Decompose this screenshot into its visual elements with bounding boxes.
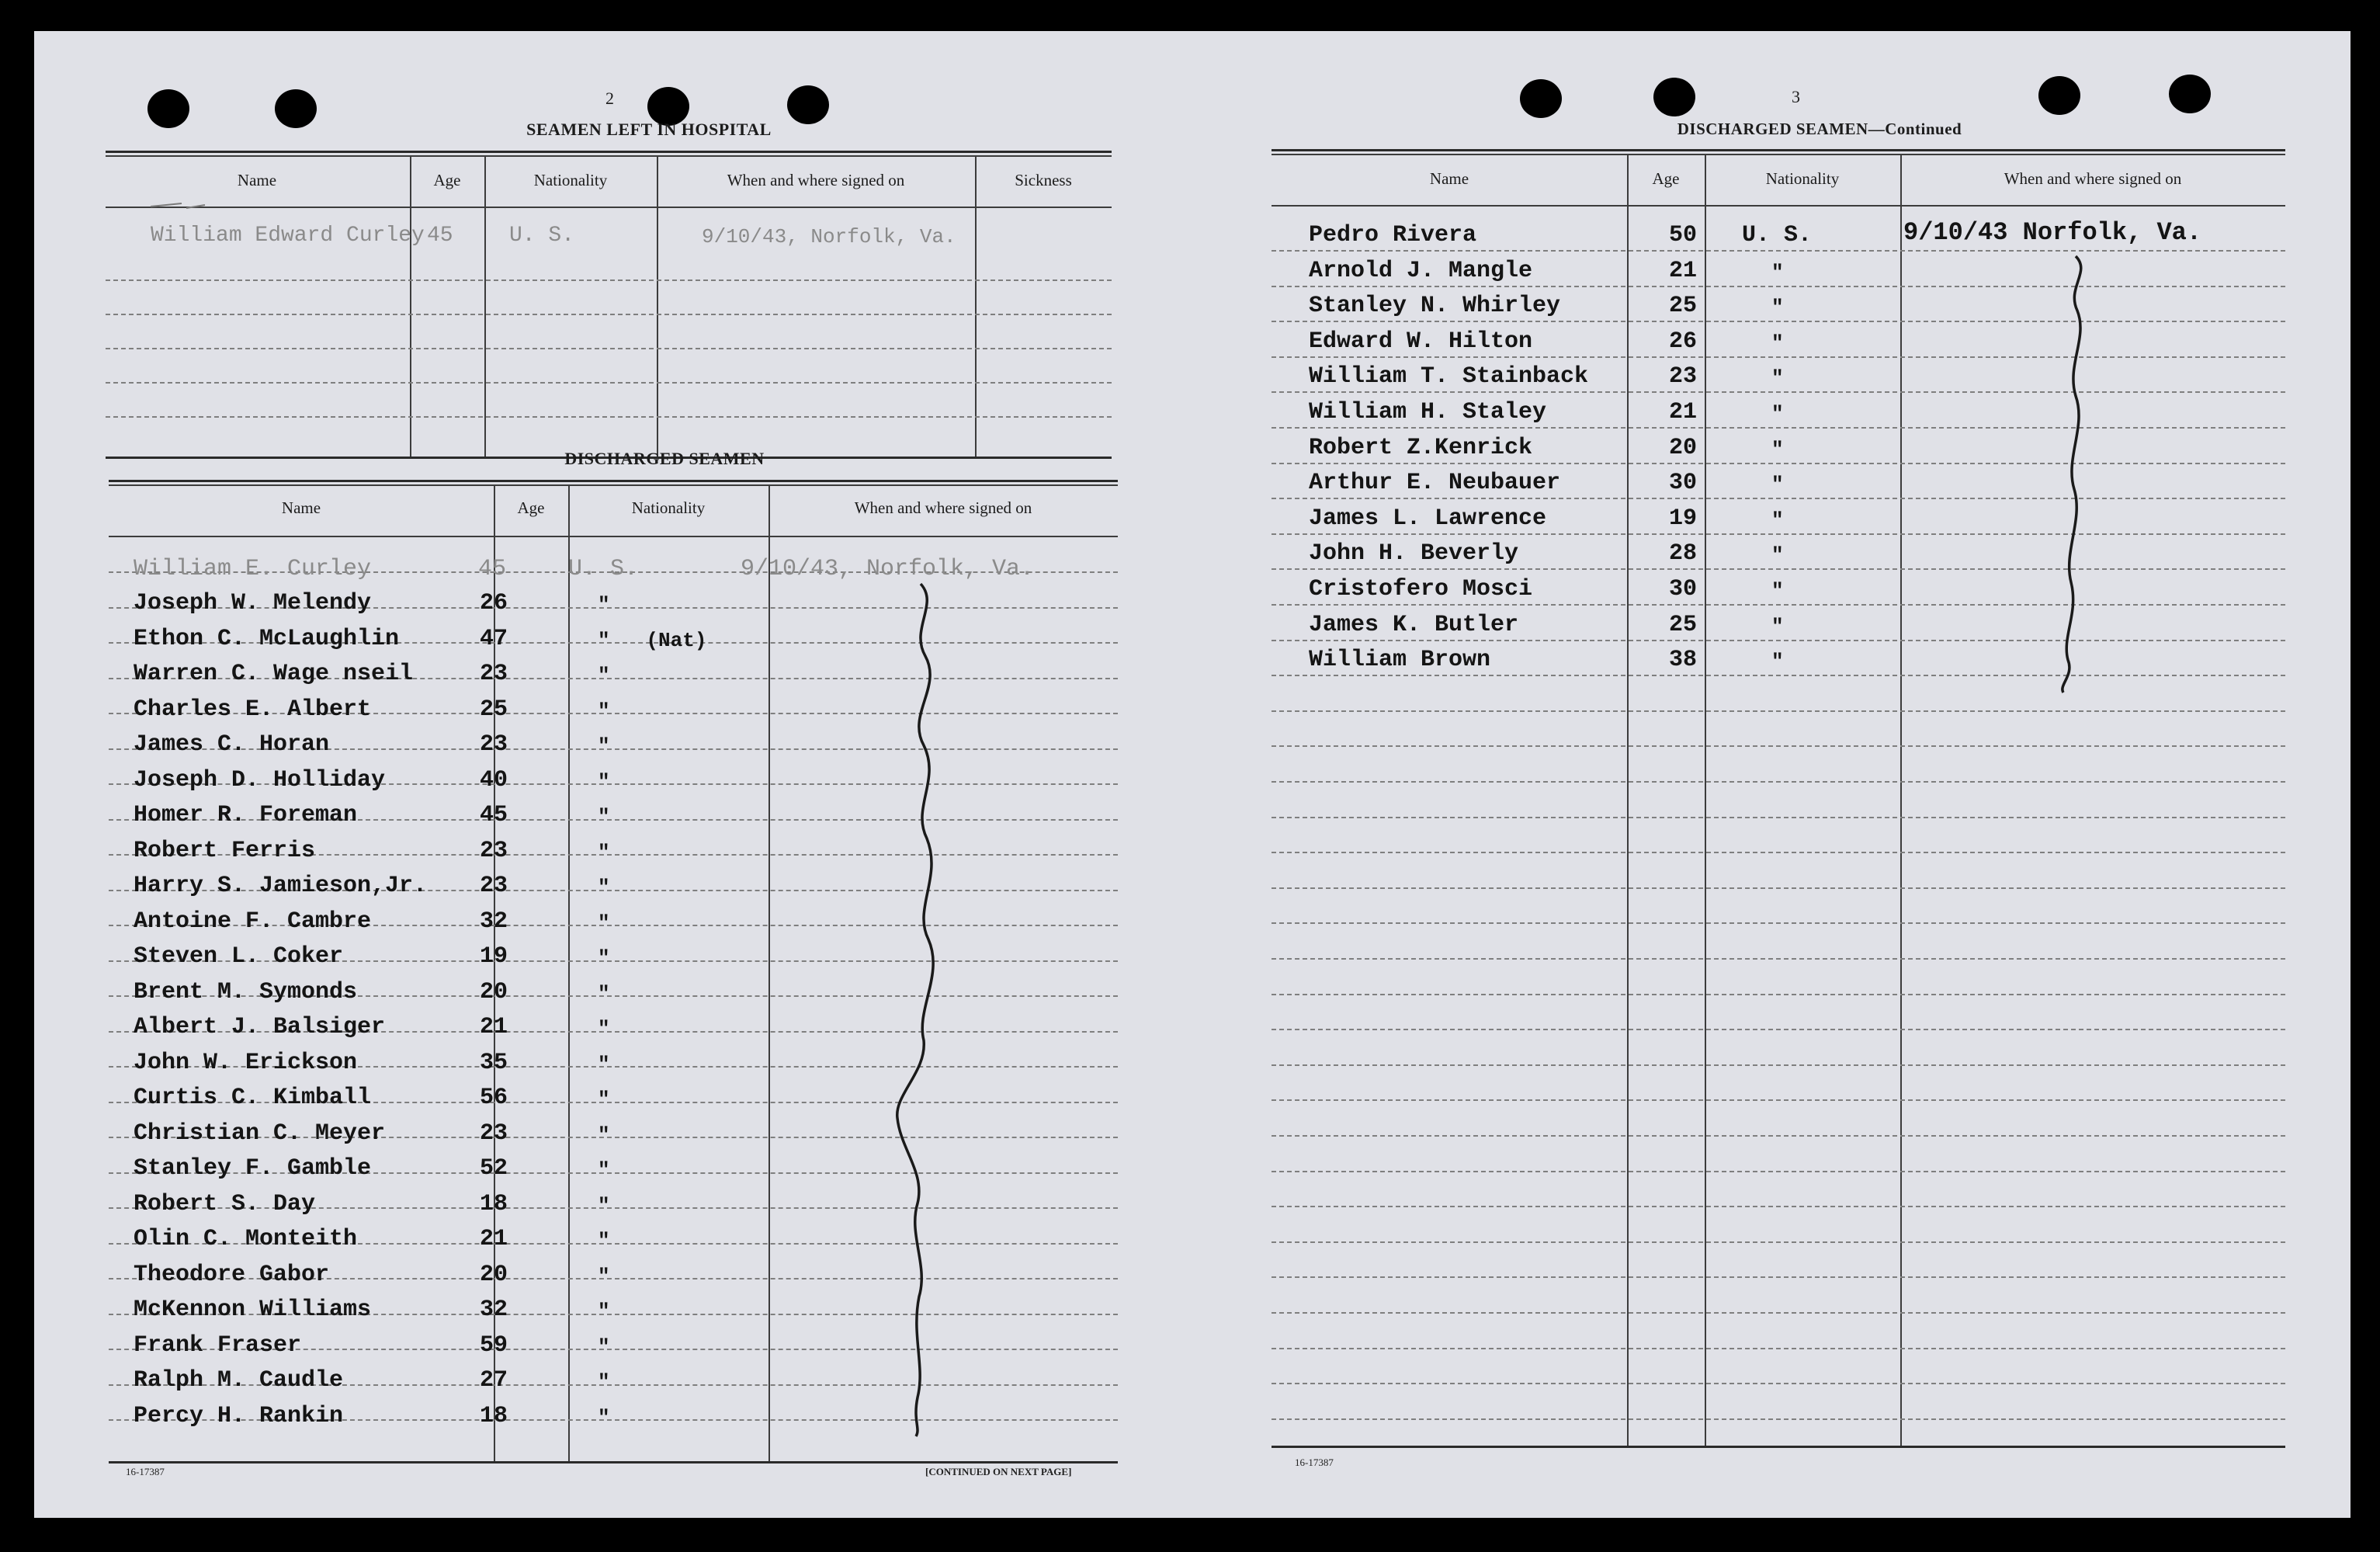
row-age: 23 [480,838,508,864]
hospital-col-age: Age [433,171,461,189]
row-nationality: " [598,876,610,899]
discharged-col-name: Name [281,498,321,517]
row-nationality: " [1771,579,1784,602]
row-age: 56 [480,1085,508,1111]
hospital-scribble [151,203,205,208]
continued-note: [CONTINUED ON NEXT PAGE] [925,1466,1072,1477]
row-nationality: " [598,1335,610,1359]
row-nationality: " [598,1300,610,1323]
row-age: 21 [1669,258,1698,284]
row-age: 40 [480,767,508,793]
row-name: Brent M. Symonds [134,979,358,1005]
row-age: 26 [1669,328,1698,355]
row-name: William T. Stainback [1309,363,1589,390]
page-number-left: 2 [605,89,614,108]
row-nationality: " [1771,509,1784,532]
row-nationality: " [1771,543,1784,567]
row-nationality: " [598,770,610,793]
row-nationality: " [1771,473,1784,496]
right-col-age: Age [1652,169,1680,188]
row-name: Frank Fraser [134,1332,302,1359]
row-name: Pedro Rivera [1309,222,1477,248]
row-name: Cristofero Mosci [1309,576,1533,602]
row-age: 23 [480,873,508,899]
discharged-col-age: Age [517,498,545,517]
row-nationality: " [1771,296,1784,319]
row-age: 30 [1669,576,1698,602]
row-name: John H. Beverly [1309,540,1519,567]
row-age: 23 [480,731,508,758]
row-name: Theodore Gabor [134,1262,330,1288]
row-nationality: " [1771,366,1784,390]
left-ditto-line [897,584,933,1436]
row-nationality: " [598,1053,610,1076]
ledger-sheet [34,31,2351,1518]
hospital-entry-signed-on: 9/10/43, Norfolk, Va. [702,225,956,248]
row-age: 25 [480,696,508,723]
discharged-col-signed-on: When and where signed on [854,498,1032,517]
row-nationality: " [598,946,610,970]
row-name: Joseph W. Melendy [134,590,372,616]
right-col-nationality: Nationality [1765,169,1840,188]
hospital-entry-age: 45 [427,224,453,248]
row-nationality: " [1771,615,1784,638]
row-nationality: " [598,841,610,864]
page-number-right: 3 [1792,87,1800,106]
row-name: James C. Horan [134,731,330,758]
row-nationality: " (Nat) [598,629,707,652]
row-signed-on: 9/10/43 Norfolk, Va. [1903,218,2202,247]
row-name: Arnold J. Mangle [1309,258,1533,284]
row-nationality: " [598,1088,610,1111]
row-age: 59 [480,1332,508,1359]
row-age: 35 [480,1050,508,1076]
form-number-left: 16-17387 [126,1466,165,1477]
row-age: 30 [1669,470,1698,496]
hospital-col-sickness: Sickness [1015,171,1072,189]
row-age: 45 [480,802,508,828]
row-age: 18 [480,1403,508,1429]
row-age: 25 [1669,612,1698,638]
row-name: William E. Curley [134,556,372,582]
row-age: 19 [1669,505,1698,532]
row-nationality: " [598,805,610,828]
row-age: 23 [480,1120,508,1147]
row-nationality: " [598,1370,610,1394]
row-age: 26 [480,590,508,616]
row-nationality: " [598,1406,610,1429]
row-age: 45 [478,556,507,582]
hospital-col-signed-on: When and where signed on [727,171,905,189]
row-name: John W. Erickson [134,1050,358,1076]
row-age: 20 [480,979,508,1005]
row-age: 38 [1669,647,1698,673]
row-name: McKennon Williams [134,1297,372,1323]
row-name: Ethon C. McLaughlin [134,626,400,652]
row-age: 52 [480,1155,508,1182]
row-age: 21 [1669,399,1698,425]
row-nationality: " [598,1229,610,1252]
row-name: Percy H. Rankin [134,1403,344,1429]
row-age: 28 [1669,540,1698,567]
form-number-right: 16-17387 [1295,1457,1334,1468]
hospital-entry-name: William Edward Curley [151,224,425,248]
row-name: Harry S. Jamieson,Jr. [134,873,428,899]
row-name: Curtis C. Kimball [134,1085,372,1111]
row-name: Stanley F. Gamble [134,1155,372,1182]
row-age: 23 [480,661,508,687]
row-age: 20 [480,1262,508,1288]
row-age: 20 [1669,435,1698,461]
right-section-title: DISCHARGED SEAMEN—Continued [1677,120,1962,138]
row-nationality: " [598,664,610,687]
row-name: Homer R. Foreman [134,802,358,828]
row-name: Robert Z.Kenrick [1309,435,1533,461]
row-name: Edward W. Hilton [1309,328,1533,355]
row-signed-on: 9/10/43, Norfolk, Va. [741,556,1035,582]
row-nationality: " [598,1194,610,1217]
row-nationality: " [598,982,610,1005]
row-name: Charles E. Albert [134,696,372,723]
row-name: Stanley N. Whirley [1309,293,1561,319]
row-age: 50 [1669,222,1698,248]
row-nationality: " [1771,650,1784,673]
row-nationality: " [1771,438,1784,461]
row-name: Christian C. Meyer [134,1120,386,1147]
row-name: Robert S. Day [134,1191,316,1217]
row-nationality: " [598,1017,610,1040]
discharged-col-nationality: Nationality [631,498,706,517]
ditto-wavy-lines [34,31,2351,1518]
row-age: 21 [480,1014,508,1040]
row-age: 47 [480,626,508,652]
row-name: Joseph D. Holliday [134,767,386,793]
row-name: Arthur E. Neubauer [1309,470,1561,496]
row-age: 27 [480,1367,508,1394]
right-ditto-line [2063,256,2081,693]
right-col-name: Name [1429,169,1469,188]
row-age: 32 [480,908,508,935]
row-name: Antoine F. Cambre [134,908,372,935]
row-age: 25 [1669,293,1698,319]
row-name: James K. Butler [1309,612,1519,638]
discharged-section-title: DISCHARGED SEAMEN [564,449,765,468]
row-nationality: " [598,734,610,758]
row-nationality: " [598,1158,610,1182]
row-age: 21 [480,1226,508,1252]
hospital-section-title: SEAMEN LEFT IN HOSPITAL [526,120,772,139]
hospital-col-name: Name [237,171,277,189]
row-nationality: " [598,911,610,935]
row-name: William H. Staley [1309,399,1547,425]
row-nationality: " [598,593,610,616]
row-nationality: U. S. [1742,222,1813,248]
row-nationality: " [1771,261,1784,284]
hospital-col-nationality: Nationality [533,171,608,189]
row-age: 18 [480,1191,508,1217]
row-name: William Brown [1309,647,1491,673]
row-nationality: " [598,700,610,723]
row-nationality: " [1771,332,1784,355]
row-nationality: " [1771,402,1784,425]
row-nationality: " [598,1265,610,1288]
row-nationality: U. S. [568,556,639,582]
row-nationality: " [598,1123,610,1147]
row-name: Warren C. Wage nseil [134,661,414,687]
row-age: 32 [480,1297,508,1323]
hospital-entry-nationality: U. S. [509,224,575,248]
row-name: Olin C. Monteith [134,1226,358,1252]
row-name: Ralph M. Caudle [134,1367,344,1394]
row-name: Robert Ferris [134,838,316,864]
row-age: 19 [480,943,508,970]
row-name: James L. Lawrence [1309,505,1547,532]
row-name: Steven L. Coker [134,943,344,970]
right-col-signed-on: When and where signed on [2004,169,2182,188]
row-age: 23 [1669,363,1698,390]
row-name: Albert J. Balsiger [134,1014,386,1040]
